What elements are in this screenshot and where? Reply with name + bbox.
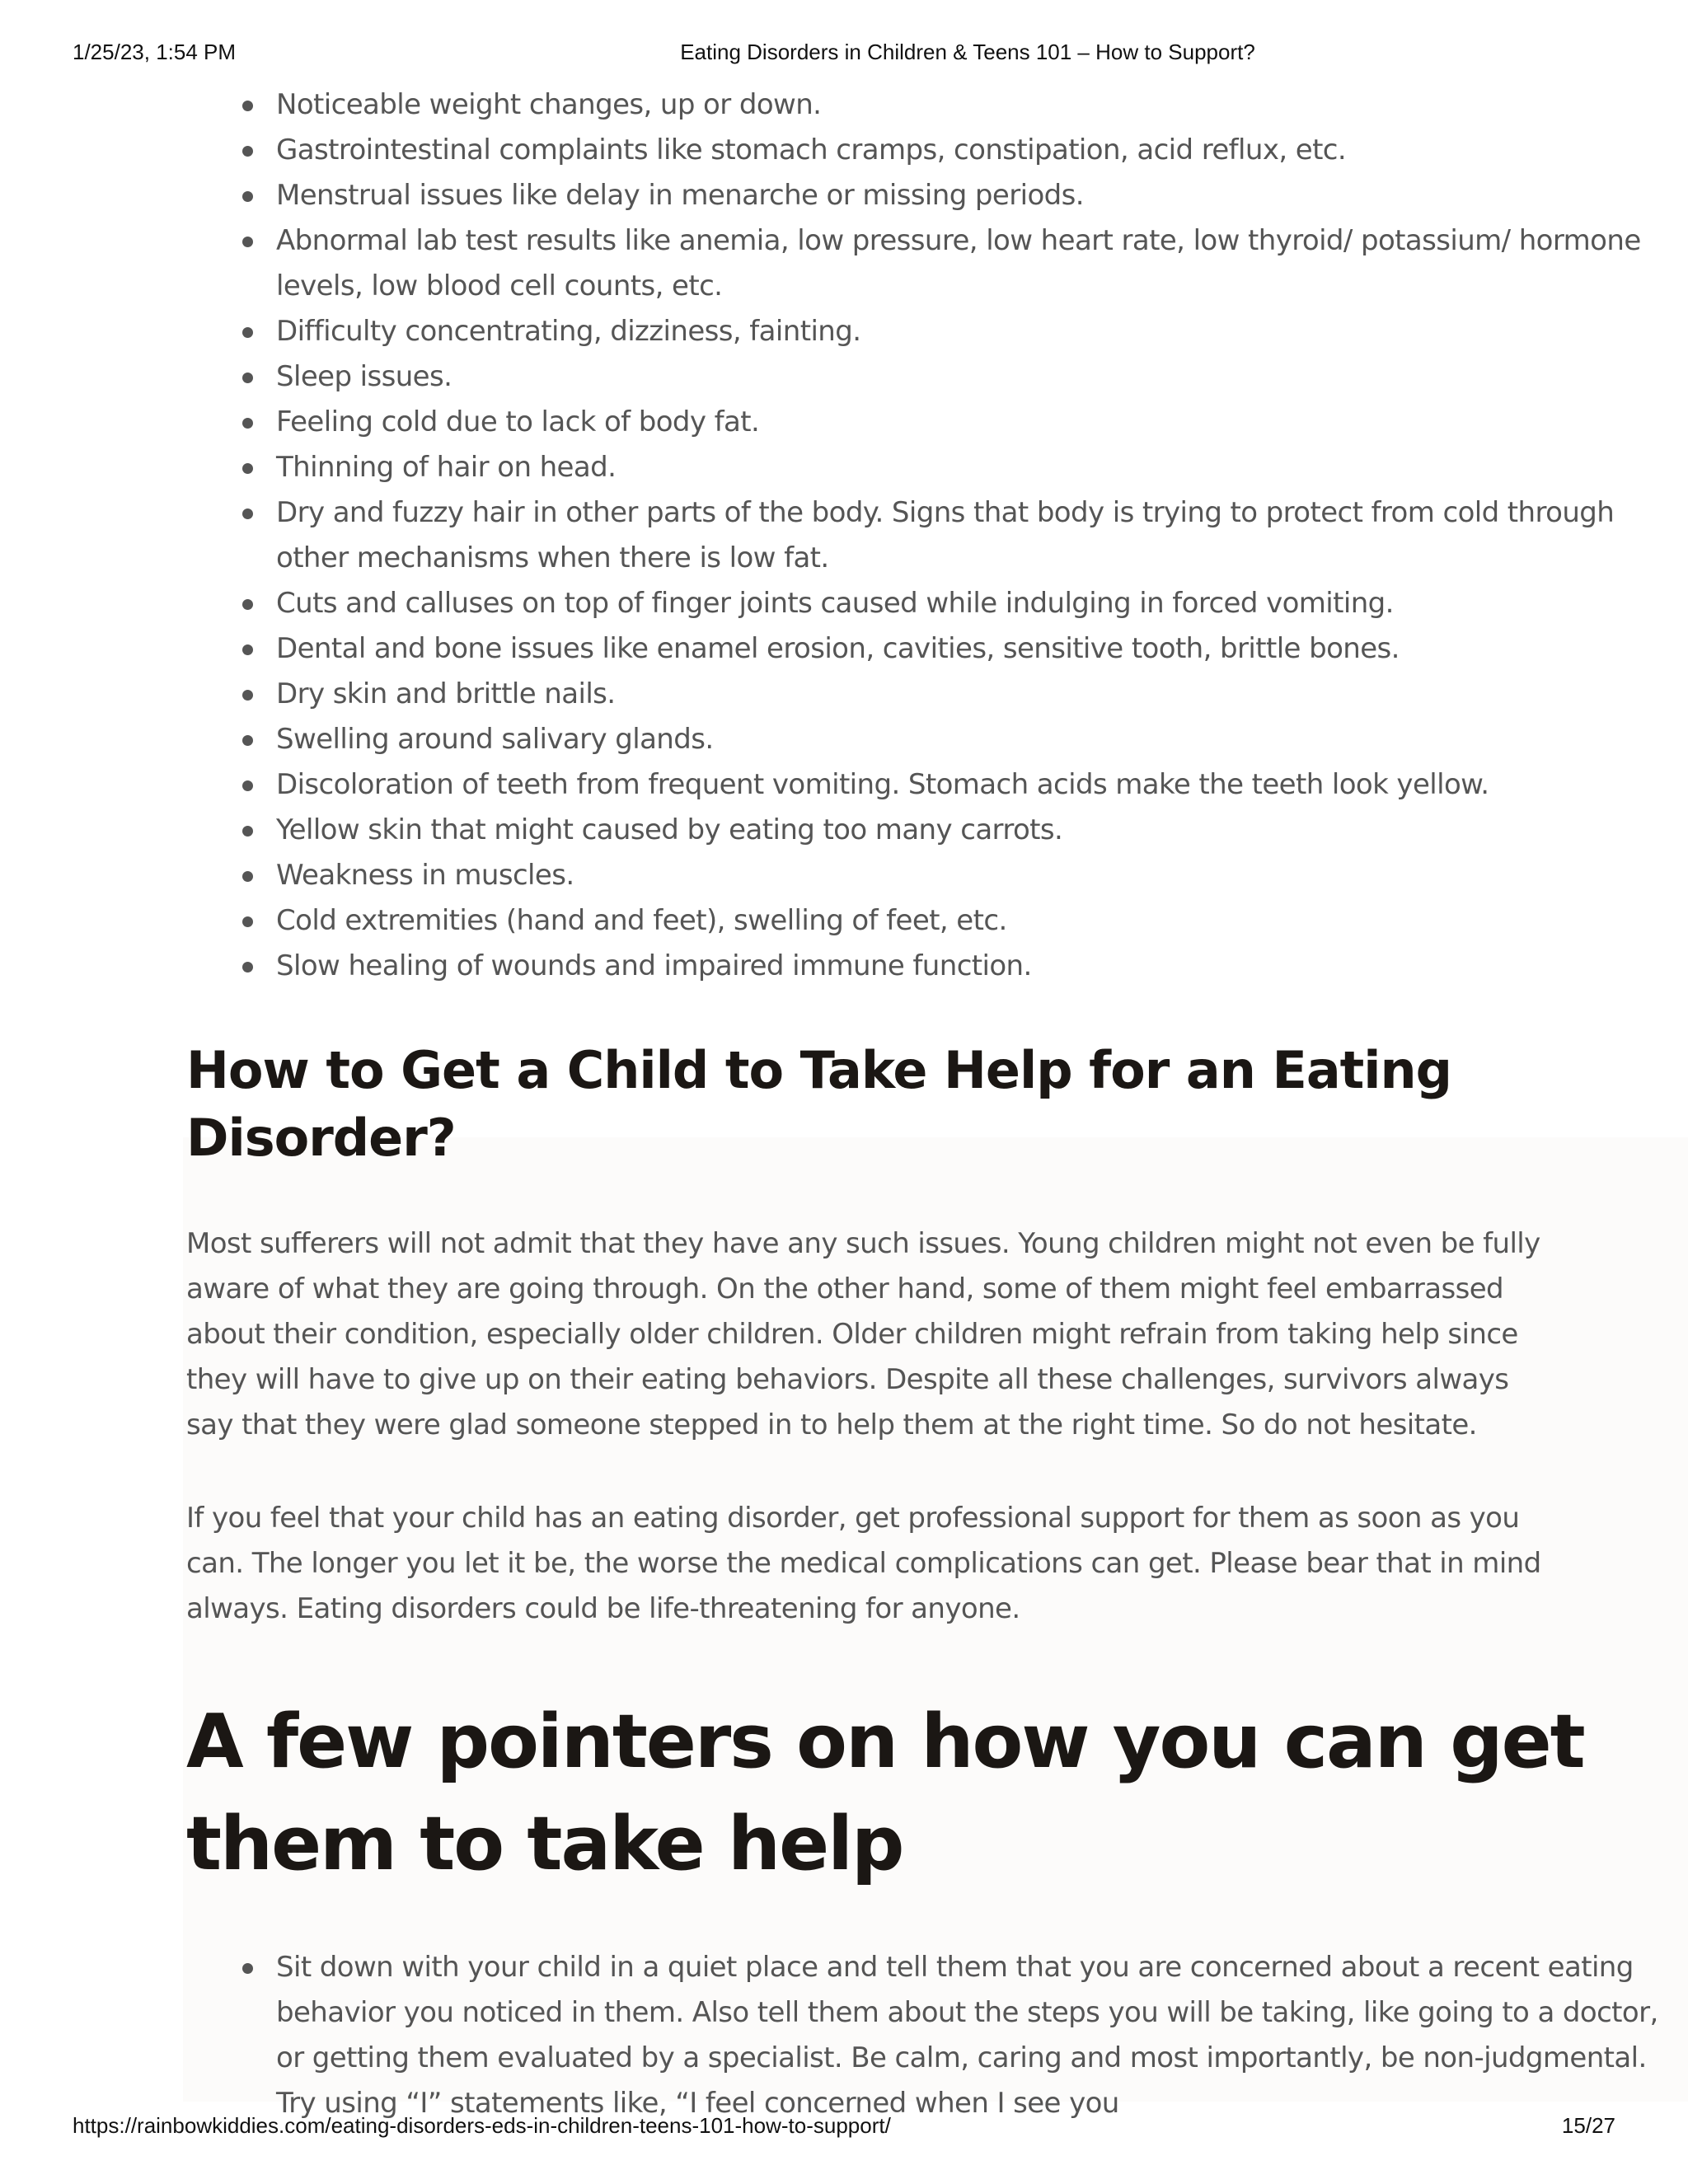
bullet-icon — [242, 962, 253, 972]
paragraph: Most sufferers will not admit that they have any such issues. Young children might not even be fully aware of what they are going through. On the other hand, some of them might feel embarrassed about their condition, especially older children. Older children might refrain from taking help since they will have to give up on their eating behaviors. Despite all these challenges, survivors always say that they were glad someone stepped in to help them at the right time. So do not hesitate. — [186, 1227, 1540, 1441]
print-page-number: 15/27 — [1561, 2113, 1615, 2138]
list-item-text: Cold extremities (hand and feet), swelling of feet, etc. — [276, 904, 1007, 937]
list-item — [186, 898, 1661, 944]
list-item — [186, 128, 1661, 173]
paragraph: If you feel that your child has an eating disorder, get professional support for them as soon as you can. The longer you let it be, the worse the medical complications can get. Please bear that in mind always. Eating disorders could be life-threatening for anyone. — [186, 1502, 1541, 1625]
list-item-text: Difficulty concentrating, dizziness, fainting. — [276, 315, 861, 348]
list-item-text: Discoloration of teeth from frequent vomiting. Stomach acids make the teeth look yellow. — [276, 768, 1489, 801]
list-item-text: Menstrual issues like delay in menarche or missing periods. — [276, 179, 1084, 212]
bullet-icon — [242, 871, 253, 882]
list-item-text: Slow healing of wounds and impaired immune function. — [276, 949, 1032, 982]
symptom-list — [186, 82, 1641, 989]
bullet-icon — [242, 690, 253, 701]
bullet-icon — [242, 599, 253, 610]
list-item-text: Yellow skin that might caused by eating too many carrots. — [276, 813, 1063, 846]
bullet-icon — [242, 191, 253, 202]
section-heading-help: How to Get a Child to Take Help for an Eating Disorder? — [186, 1040, 1452, 1168]
list-item-text: Weakness in muscles. — [276, 859, 574, 892]
list-item — [186, 218, 1661, 309]
bullet-icon — [242, 327, 253, 338]
bullet-icon — [242, 101, 253, 111]
print-url: https://rainbowkiddies.com/eating-disorders-eds-in-children-teens-101-how-to-support/ — [73, 2113, 891, 2138]
list-item — [186, 717, 1661, 762]
list-item — [186, 762, 1661, 808]
bullet-icon — [242, 373, 253, 383]
list-item-text: Sit down with your child in a quiet place and tell them that you are concerned about a recent eating behavior you noticed in them. Also tell them about the steps you will be taking, like going to a doctor, or getting them evaluated by a specialist. Be calm, caring and most importantly, be non-judgmental. Try using “I” statements like, “I feel concerned when I see you — [276, 1951, 1658, 2120]
bullet-icon — [242, 463, 253, 474]
list-item — [186, 400, 1661, 445]
bullet-icon — [242, 418, 253, 429]
list-item — [186, 445, 1661, 490]
bullet-icon — [242, 916, 253, 927]
list-item — [186, 490, 1661, 581]
list-item — [186, 853, 1661, 898]
list-item — [186, 626, 1661, 672]
list-item-text: Swelling around salivary glands. — [276, 723, 714, 756]
print-footer — [0, 2113, 1688, 2146]
bullet-icon — [242, 237, 253, 247]
list-item-text: Cuts and calluses on top of finger joints caused while indulging in forced vomiting. — [276, 587, 1394, 620]
print-page-title: Eating Disorders in Children & Teens 101 – How to Support? — [680, 40, 1255, 64]
print-header — [0, 40, 1688, 73]
list-item — [186, 82, 1661, 128]
bullet-icon — [242, 146, 253, 157]
print-datetime: 1/25/23, 1:54 PM — [73, 40, 237, 64]
list-item-text: Abnormal lab test results like anemia, low pressure, low heart rate, low thyroid/ potassium/ hormone levels, low blood cell counts, etc. — [276, 224, 1641, 302]
section-heading-pointers: A few pointers on how you can get them to take help — [186, 1699, 1584, 1887]
list-item — [186, 354, 1661, 400]
bullet-icon — [242, 644, 253, 655]
list-item — [186, 581, 1661, 626]
list-item-text: Dental and bone issues like enamel erosion, cavities, sensitive tooth, brittle bones. — [276, 632, 1400, 665]
list-item-text: Dry skin and brittle nails. — [276, 677, 616, 710]
bullet-icon — [242, 780, 253, 791]
list-item — [186, 1945, 1677, 2126]
list-item-text: Noticeable weight changes, up or down. — [276, 88, 822, 121]
list-item-text: Dry and fuzzy hair in other parts of the body. Signs that body is trying to protect from cold through other mechanisms when there is low fat. — [276, 496, 1615, 574]
bullet-icon — [242, 735, 253, 746]
list-item — [186, 672, 1661, 717]
list-item — [186, 309, 1661, 354]
list-item-text: Feeling cold due to lack of body fat. — [276, 405, 760, 438]
list-item-text: Sleep issues. — [276, 360, 452, 393]
list-item — [186, 944, 1661, 989]
bullet-icon — [242, 509, 253, 519]
list-item-text: Thinning of hair on head. — [276, 451, 617, 484]
bullet-icon — [242, 1963, 253, 1974]
list-item-text: Gastrointestinal complaints like stomach cramps, constipation, acid reflux, etc. — [276, 134, 1347, 166]
bullet-icon — [242, 826, 253, 837]
list-item — [186, 173, 1661, 218]
list-item — [186, 808, 1661, 853]
